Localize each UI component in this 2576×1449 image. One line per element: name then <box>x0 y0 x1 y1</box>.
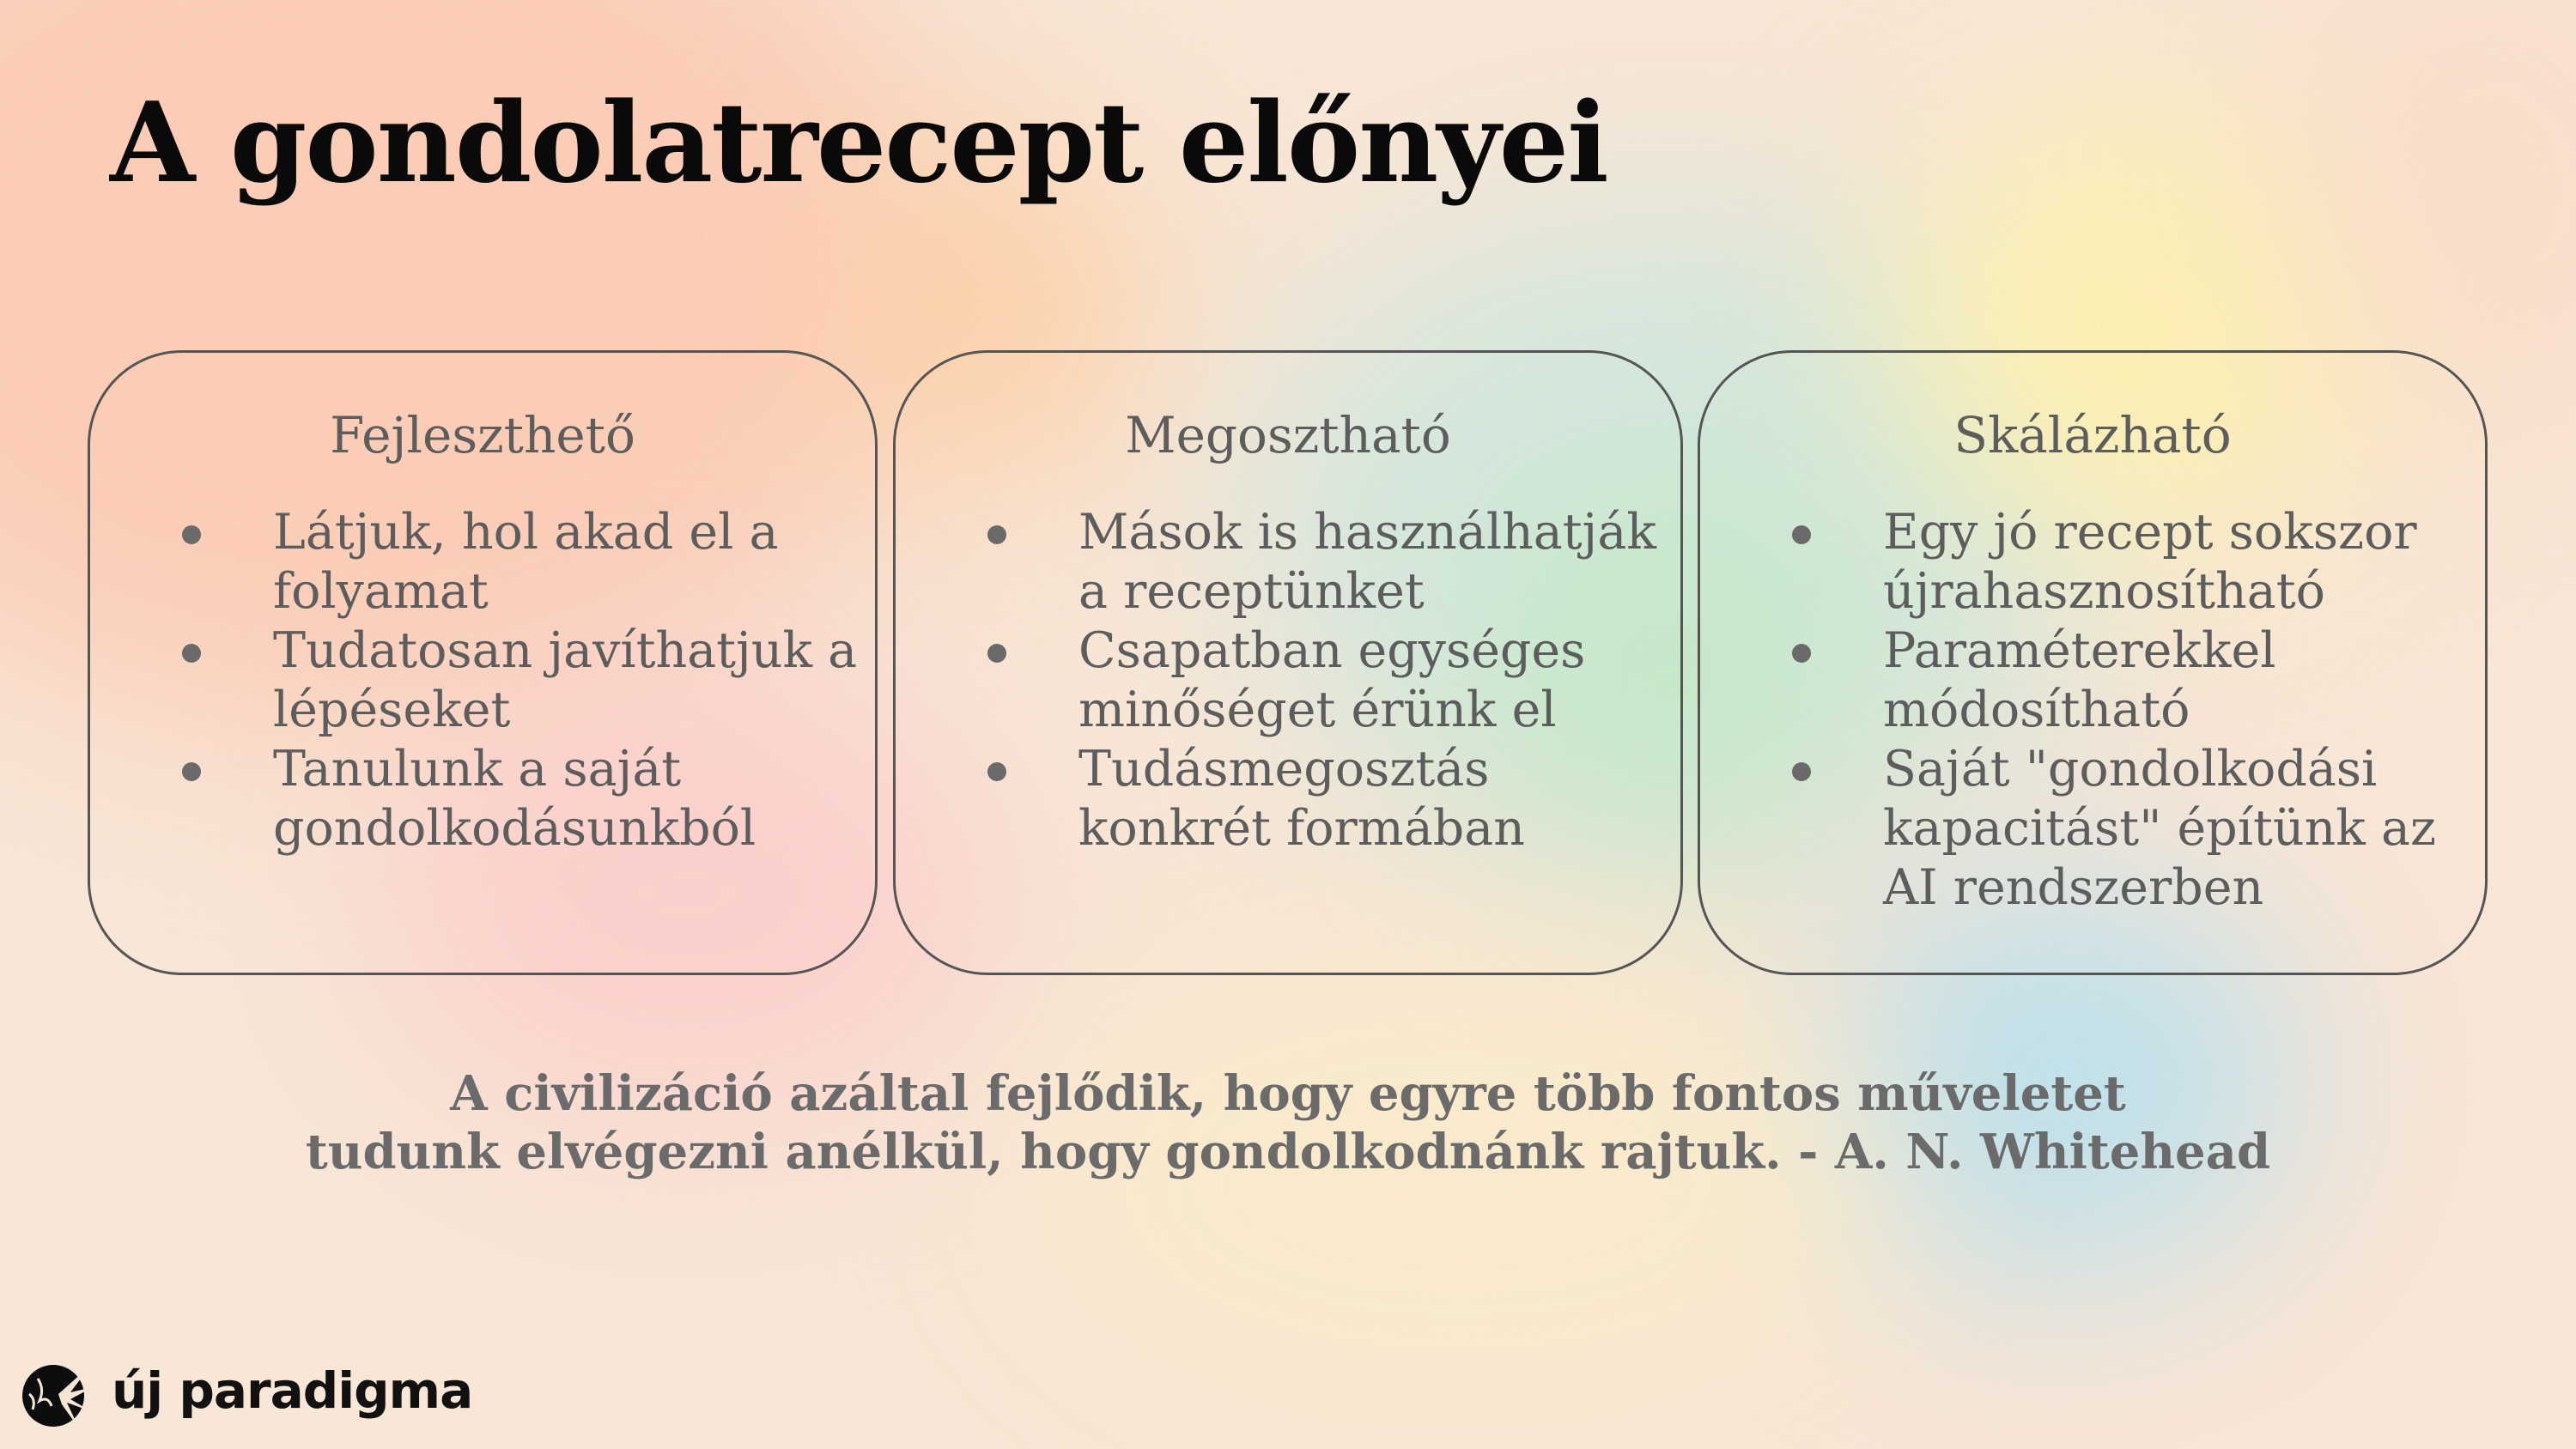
card-skalazhato <box>1698 350 2488 975</box>
card-title: Skálázható <box>1953 406 2232 464</box>
quote <box>0 1064 2576 1181</box>
card-title: Fejleszthető <box>330 406 635 464</box>
bg-blob <box>1030 961 1889 1408</box>
card-megoszthato <box>893 350 1683 975</box>
list-item: Tudásmegosztás konkrét formában <box>986 740 1663 858</box>
list-item: Paraméterekkel módosítható <box>1790 621 2468 740</box>
list-item: Egy jó recept sokszor újrahasznosítható <box>1790 503 2468 621</box>
list-item: Mások is használhatják a receptünket <box>986 503 1663 621</box>
list-item: Saját "gondolkodási kapacitást" építünk az AI rendszerben <box>1790 740 2468 918</box>
slide-title: A gondolatrecept előnyei <box>110 79 1607 208</box>
card-fejlesztheto <box>88 350 878 975</box>
list-item: Csapatban egységes minőséget érünk el <box>986 621 1663 740</box>
card-bullet-list <box>986 503 1663 858</box>
quote-line: A civilizáció azáltal fejlődik, hogy egyre több fontos műveletet <box>450 1065 2126 1122</box>
card-bullet-list <box>1790 503 2468 918</box>
list-item: Tanulunk a saját gondolkodásunkból <box>180 740 858 858</box>
card-bullet-list <box>180 503 858 858</box>
quote-line: tudunk elvégezni anélkül, hogy gondolkodnánk rajtuk. - A. N. Whitehead <box>305 1124 2271 1180</box>
list-item: Tudatosan javíthatjuk a lépéseket <box>180 621 858 740</box>
brain-burst-icon <box>19 1356 93 1430</box>
brand-name: új paradigma <box>112 1361 473 1420</box>
card-title: Megosztható <box>1125 406 1451 464</box>
list-item: Látjuk, hol akad el a folyamat <box>180 503 858 621</box>
